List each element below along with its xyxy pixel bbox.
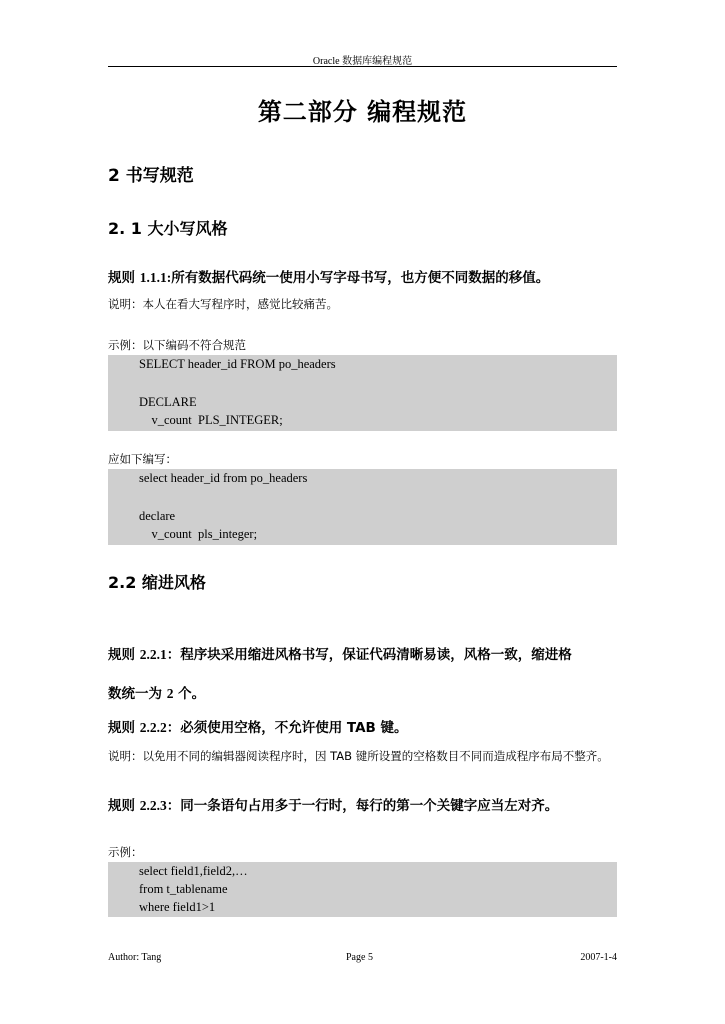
rule-text: 程序块采用缩进风格书写，保证代码清晰易读，风格一致，缩进格 xyxy=(180,647,572,663)
code-line: select field1,field2,… xyxy=(139,864,248,878)
code-line: v_count pls_integer; xyxy=(139,527,258,541)
rule-2-2-1 xyxy=(108,643,572,663)
note-2: 说明：以免用不同的编辑器阅读程序时，因 TAB 键所设置的空格数目不同而造成程序布局不整齐。 xyxy=(108,749,609,763)
code-line: SELECT header_id FROM po_headers xyxy=(139,357,336,371)
example-3-intro: 示例： xyxy=(108,845,143,859)
rule-label: 规则 xyxy=(108,720,135,736)
code-line: select header_id from po_headers xyxy=(139,471,308,485)
example-2-intro: 应如下编写： xyxy=(108,452,177,466)
rule-1-1-1 xyxy=(108,266,549,286)
code-block-2 xyxy=(108,469,617,545)
rule-2-2-3 xyxy=(108,794,558,814)
section-heading-2-2: 2.2 缩进风格 xyxy=(108,573,206,592)
rule-label: 规则 xyxy=(108,270,135,286)
rule-2-2-2 xyxy=(108,716,408,736)
code-line: from t_tablename xyxy=(139,882,228,896)
rule-text: 所有数据代码统一使用小写字母书写，也方便不同数据的移值。 xyxy=(171,270,550,286)
note-1: 说明：本人在看大写程序时，感觉比较痛苦。 xyxy=(108,297,338,311)
code-line: where field1>1 xyxy=(139,900,216,914)
rule-number: 2.2.3： xyxy=(139,798,181,813)
code-line: declare xyxy=(139,509,176,523)
rule-text: 必须使用空格，不允许使用 TAB 键。 xyxy=(180,720,408,736)
header-divider xyxy=(108,66,617,67)
footer-author: Author: Tang xyxy=(108,952,162,963)
rule-label: 规则 xyxy=(108,798,135,814)
indent-count: 2 xyxy=(166,686,174,701)
rule-number: 2.2.1： xyxy=(139,647,181,662)
code-block-1 xyxy=(108,355,617,431)
rule-label: 规则 xyxy=(108,647,135,663)
code-line: v_count PLS_INTEGER; xyxy=(139,413,283,427)
rule-text: 个。 xyxy=(173,686,206,702)
rule-text: 同一条语句占用多于一行时，每行的第一个关键字应当左对齐。 xyxy=(180,798,559,814)
page-title: 第二部分 编程规范 xyxy=(257,98,468,126)
running-header: Oracle 数据库编程规范 xyxy=(312,56,413,67)
code-line: DECLARE xyxy=(139,395,197,409)
rule-number: 2.2.2： xyxy=(139,720,181,735)
rule-text: 数统一为 xyxy=(108,686,167,702)
footer-date: 2007-1-4 xyxy=(580,952,617,963)
rule-number: 1.1.1: xyxy=(139,270,172,285)
rule-2-2-1-continued xyxy=(108,682,205,702)
code-block-3 xyxy=(108,862,617,917)
example-1-intro: 示例：以下编码不符合规范 xyxy=(108,338,246,352)
section-heading-2-1: 2. 1 大小写风格 xyxy=(108,219,228,238)
section-heading-2: 2 书写规范 xyxy=(108,166,194,186)
footer-page-number: Page 5 xyxy=(346,952,373,963)
